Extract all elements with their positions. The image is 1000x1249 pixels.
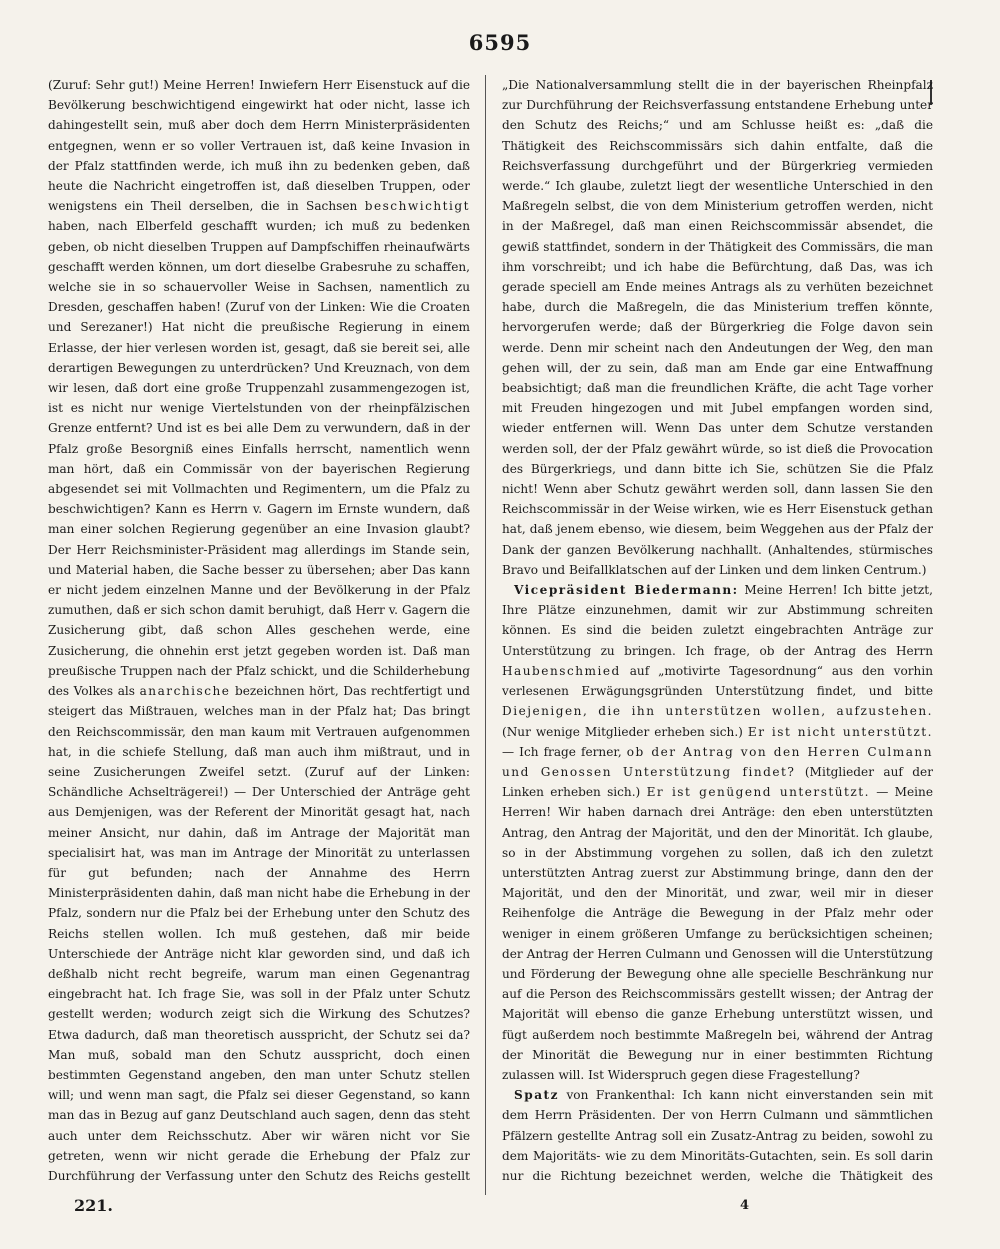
left-spaced-word-2: anarchische: [139, 684, 231, 699]
right-text-2b: auf „motivirte Tagesordnung“ aus den vorhin verlesenen Erwägungsgründen Unterstützung findet, und bitte: [502, 663, 933, 699]
right-text-2c: (Nur wenige Mitglieder erheben sich.): [502, 724, 743, 739]
right-spaced-3: ob der Antrag von den Herren Culmann und Genossen Unterstützung findet?: [502, 744, 933, 779]
name-haubenschmied: Haubenschmied: [502, 663, 621, 678]
right-column: [502, 75, 933, 1185]
left-column: [48, 75, 470, 1185]
left-text-2: haben, nach Elberfeld geschafft wurden; ich muß zu bedenken geben, ob nicht dieselben Truppen auf Dampfschiffen rheinaufwärts geschafft werden können, um dort dieselbe Grabesruhe zu schaffen, welche sie in so schauervoller Weise in Sachsen, namentlich zu Dresden, geschaffen haben! (Zuruf von der Linken: Wie die Croaten und Serezaner!) Hat nicht die preußische Regierung in einem Erlasse, der hier verlesen worden ist, gesagt, daß sie bereit sei, alle derartigen Bewegungen zu unterdrücken? Und Kreuznach, von dem wir lesen, daß dort eine große Truppenzahl zusammengezogen ist, ist es nicht nur wenige Viertelstunden von der rheinpfälzischen Grenze entfernt? Und ist es bei alle Dem zu verwundern, daß in der Pfalz große Besorgniß eines Einfalls herrscht, namentlich wenn man hört, daß ein Commissär von der bayerischen Regierung abgesendet sei mit Vollmachten und Regimentern, um die Pfalz zu beschwichtigen? Kann es Herrn v. Gagern im Ernste wundern, daß man einer solchen Regierung gegenüber an eine Invasion glaubt? Der Herr Reichsminister-Präsident mag allerdings im Stande sein, und Material haben, die Sache besser zu übersehen; aber Das kann er nicht jedem einzelnen Manne und der Bevölkerung in der Pfalz zumuthen, daß er sich schon damit beruhigt, daß Herr v. Gagern die Zusicherung gibt, daß schon Alles geschehen werde, eine Zusicherung, die ohnehin erst jetzt gegeben worden ist. Daß man preußische Truppen nach der Pfalz schickt, und die Schilderhebung des Volkes als: [48, 219, 470, 699]
right-spaced-4: Er ist genügend unterstützt.: [646, 785, 870, 800]
speaker-biedermann: Vicepräsident Biedermann:: [514, 583, 739, 598]
right-paragraph-1: [502, 75, 933, 580]
right-paragraph-3: [502, 1085, 933, 1185]
right-spaced-2: Er ist nicht unterstützt.: [747, 724, 933, 739]
left-spaced-word-1: beschwichtigt: [364, 199, 470, 214]
right-text-2d: — Ich frage ferner,: [502, 744, 622, 759]
right-text-2f: — Meine Herren! Wir haben darnach drei Anträge: den eben unterstützten Antrag, den Antrag der Majorität, und den der Minorität. Ich glaube, so in der Abstimmung vorgehen zu sollen, daß ich den zuletzt unterstützten Antrag zuerst zur Abstimmung bringe, dann den der Majorität, und den der Minorität, und zwar, weil mir in dieser Reihenfolge die Anträge die Bewegung in der Pfalz mehr oder weniger in einem größeren Umfange zu berücksichtigen scheinen; der Antrag der Herren Culmann und Genossen will die Unterstützung und Förderung der Bewegung ohne alle specielle Beschränkung nur auf die Person des Reichscommissärs gestellt wissen; der Antrag der Majorität will ebenso die ganze Erhebung unterstützt wissen, und fügt außerdem noch bestimmte Maßregeln bei, während der Antrag der Minorität die Bewegung nur in einer bestimmten Richtung zulassen will. Ist Widerspruch gegen diese Fragestellung?: [502, 785, 933, 1082]
sheet-number: 4: [740, 1198, 750, 1213]
left-text-3: bezeichnen hört, Das rechtfertigt und steigert das Mißtrauen, welches man in der Pfalz hat; Das bringt den Reichscommissär, den man kaum mit Vertrauen aufgenommen hat, in die schiefe Stellung, daß man auch ihm mißtraut, und in seine Zusicherungen Zweifel setzt. (Zuruf auf der Linken: Schändliche Achselträgerei!) — Der Unterschied der Anträge geht aus Demjenigen, was der Referent der Minorität gesagt hat, nach meiner Ansicht, nur dahin, daß im Antrage der Majorität man specialisirt hat, was man im Antrage der Minorität zu unterlassen für gut befunden; nach der Annahme des Herrn Ministerpräsidenten dahin, daß man nicht habe die Erhebung in der Pfalz, sondern nur die Pfalz bei der Erhebung unter den Schutz des Reichs stellen wollen. Ich muß gestehen, daß mir beide Unterschiede der Anträge nicht klar geworden sind, und daß ich deßhalb nicht recht begreife, warum man einen Gegenantrag eingebracht hat. Ich frage Sie, was soll in der Pfalz unter Schutz gestellt werden; wodurch zeigt sich die Wirkung des Schutzes? Etwa dadurch, daß man theoretisch ausspricht, der Schutz sei da? Man muß, sobald man den Schutz ausspricht, doch einen bestimmten Gegenstand angeben, den man unter Schutz stellen will; und wenn man sagt, die Pfalz sei dieser Gegenstand, so kann man das in Bezug auf ganz Deutschland auch sagen, denn das steht auch unter dem Reichsschutz. Aber wir wären nicht vor Sie getreten, wenn wir nicht gerade die Erhebung der Pfalz zur Durchführung der Verfassung unter den Schutz des Reichs gestellt: [48, 684, 470, 1183]
right-spaced-1: Diejenigen, die ihn unterstützen wollen, aufzustehen.: [502, 704, 933, 719]
left-text-1: (Zuruf: Sehr gut!) Meine Herren! Inwiefern Herr Eisenstuck auf die Bevölkerung beschwichtigend eingewirkt hat oder nicht, lasse ich dahingestellt sein, muß aber doch dem Herrn Ministerpräsidenten entgegnen, wenn er so voller Vertrauen ist, daß keine Invasion in der Pfalz stattfinden werde, ich muß ihn zu bedenken geben, daß heute die Nachricht eingetroffen ist, daß dieselben Truppen, oder wenigstens ein Theil derselben, die in Sachsen: [48, 78, 470, 214]
right-text-1: „Die Nationalversammlung stellt die in der bayerischen Rheinpfalz zur Durchführung der Reichsverfassung entstandene Erhebung unter den Schutz des Reichs;“ und am Schlusse heißt es: „daß die Thätigkeit des Reichscommissärs sich dahin entfalte, daß die Reichsverfassung durchgeführt und der Bürgerkrieg vermieden werde.“ Ich glaube, zuletzt liegt der wesentliche Unterschied in den Maßregeln selbst, die von dem Ministerium getroffen werden, nicht in der Maßregel, daß man einen Reichscommissär absendet, die gewiß stattfindet, sondern in der Thätigkeit des Commissärs, die man ihm vorschreibt; und ich habe die Befürchtung, daß Das, was ich gerade speciell am Ende meines Antrags als zu verhüten bezeichnet habe, durch die Maßregeln, die das Ministerium treffen könnte, hervorgerufen werde; daß der Bürgerkrieg die Folge davon sein werde. Denn mir scheint nach den Andeutungen der Weg, den man gehen will, der zu sein, daß man am Ende gar eine Entwaffnung beabsichtigt; daß man die freundlichen Kräfte, die acht Tage vorher mit Freuden hingezogen und mit Jubel empfangen worden sind, wieder entfernen will. Wenn Das unter dem Schutze verstanden werden soll, der der Pfalz gewährt würde, so ist dieß die Provocation des Bürgerkriegs, und dann bitte ich Sie, schützen Sie die Pfalz nicht! Wenn aber Schutz gewährt werden soll, dann lassen Sie den Reichscommissär in der Weise wirken, wie es Herr Eisenstuck gethan hat, daß jenem ebenso, wie diesem, beim Weggehen aus der Pfalz der Dank der ganzen Bevölkerung nachhallt. (Anhaltendes, stürmisches Bravo und Beifallklatschen auf der Linken und dem linken Centrum.): [502, 78, 933, 577]
right-text-2e: (Mitglieder auf der Linken erheben sich.): [502, 764, 933, 800]
right-text-2a: Meine Herren! Ich bitte jetzt, Ihre Plätze einzunehmen, damit wir zur Abstimmung schreiten können. Es sind die beiden zuletzt eingebrachten Anträge zur Unterstützung zu bringen. Ich frage, ob der Antrag des Herrn: [502, 583, 933, 658]
right-paragraph-2: [502, 580, 933, 1085]
left-paragraph: [48, 75, 470, 1185]
column-divider: [485, 75, 486, 1195]
signature-mark: 221.: [74, 1196, 113, 1215]
right-text-3a: von Frankenthal: Ich kann nicht einverstanden sein mit dem Herrn Präsidenten. Der von Herrn Culmann und sämmtlichen Pfälzern gestellte Antrag soll ein Zusatz-Antrag zu beiden, sowohl zu dem Majoritäts- wie zu dem Minoritäts-Gutachten, sein. Es soll darin nur die Richtung bezeichnet werden, welche die Thätigkeit des: [502, 1088, 933, 1183]
page-number: 6595: [468, 30, 532, 55]
speaker-spatz: Spatz: [514, 1088, 559, 1103]
